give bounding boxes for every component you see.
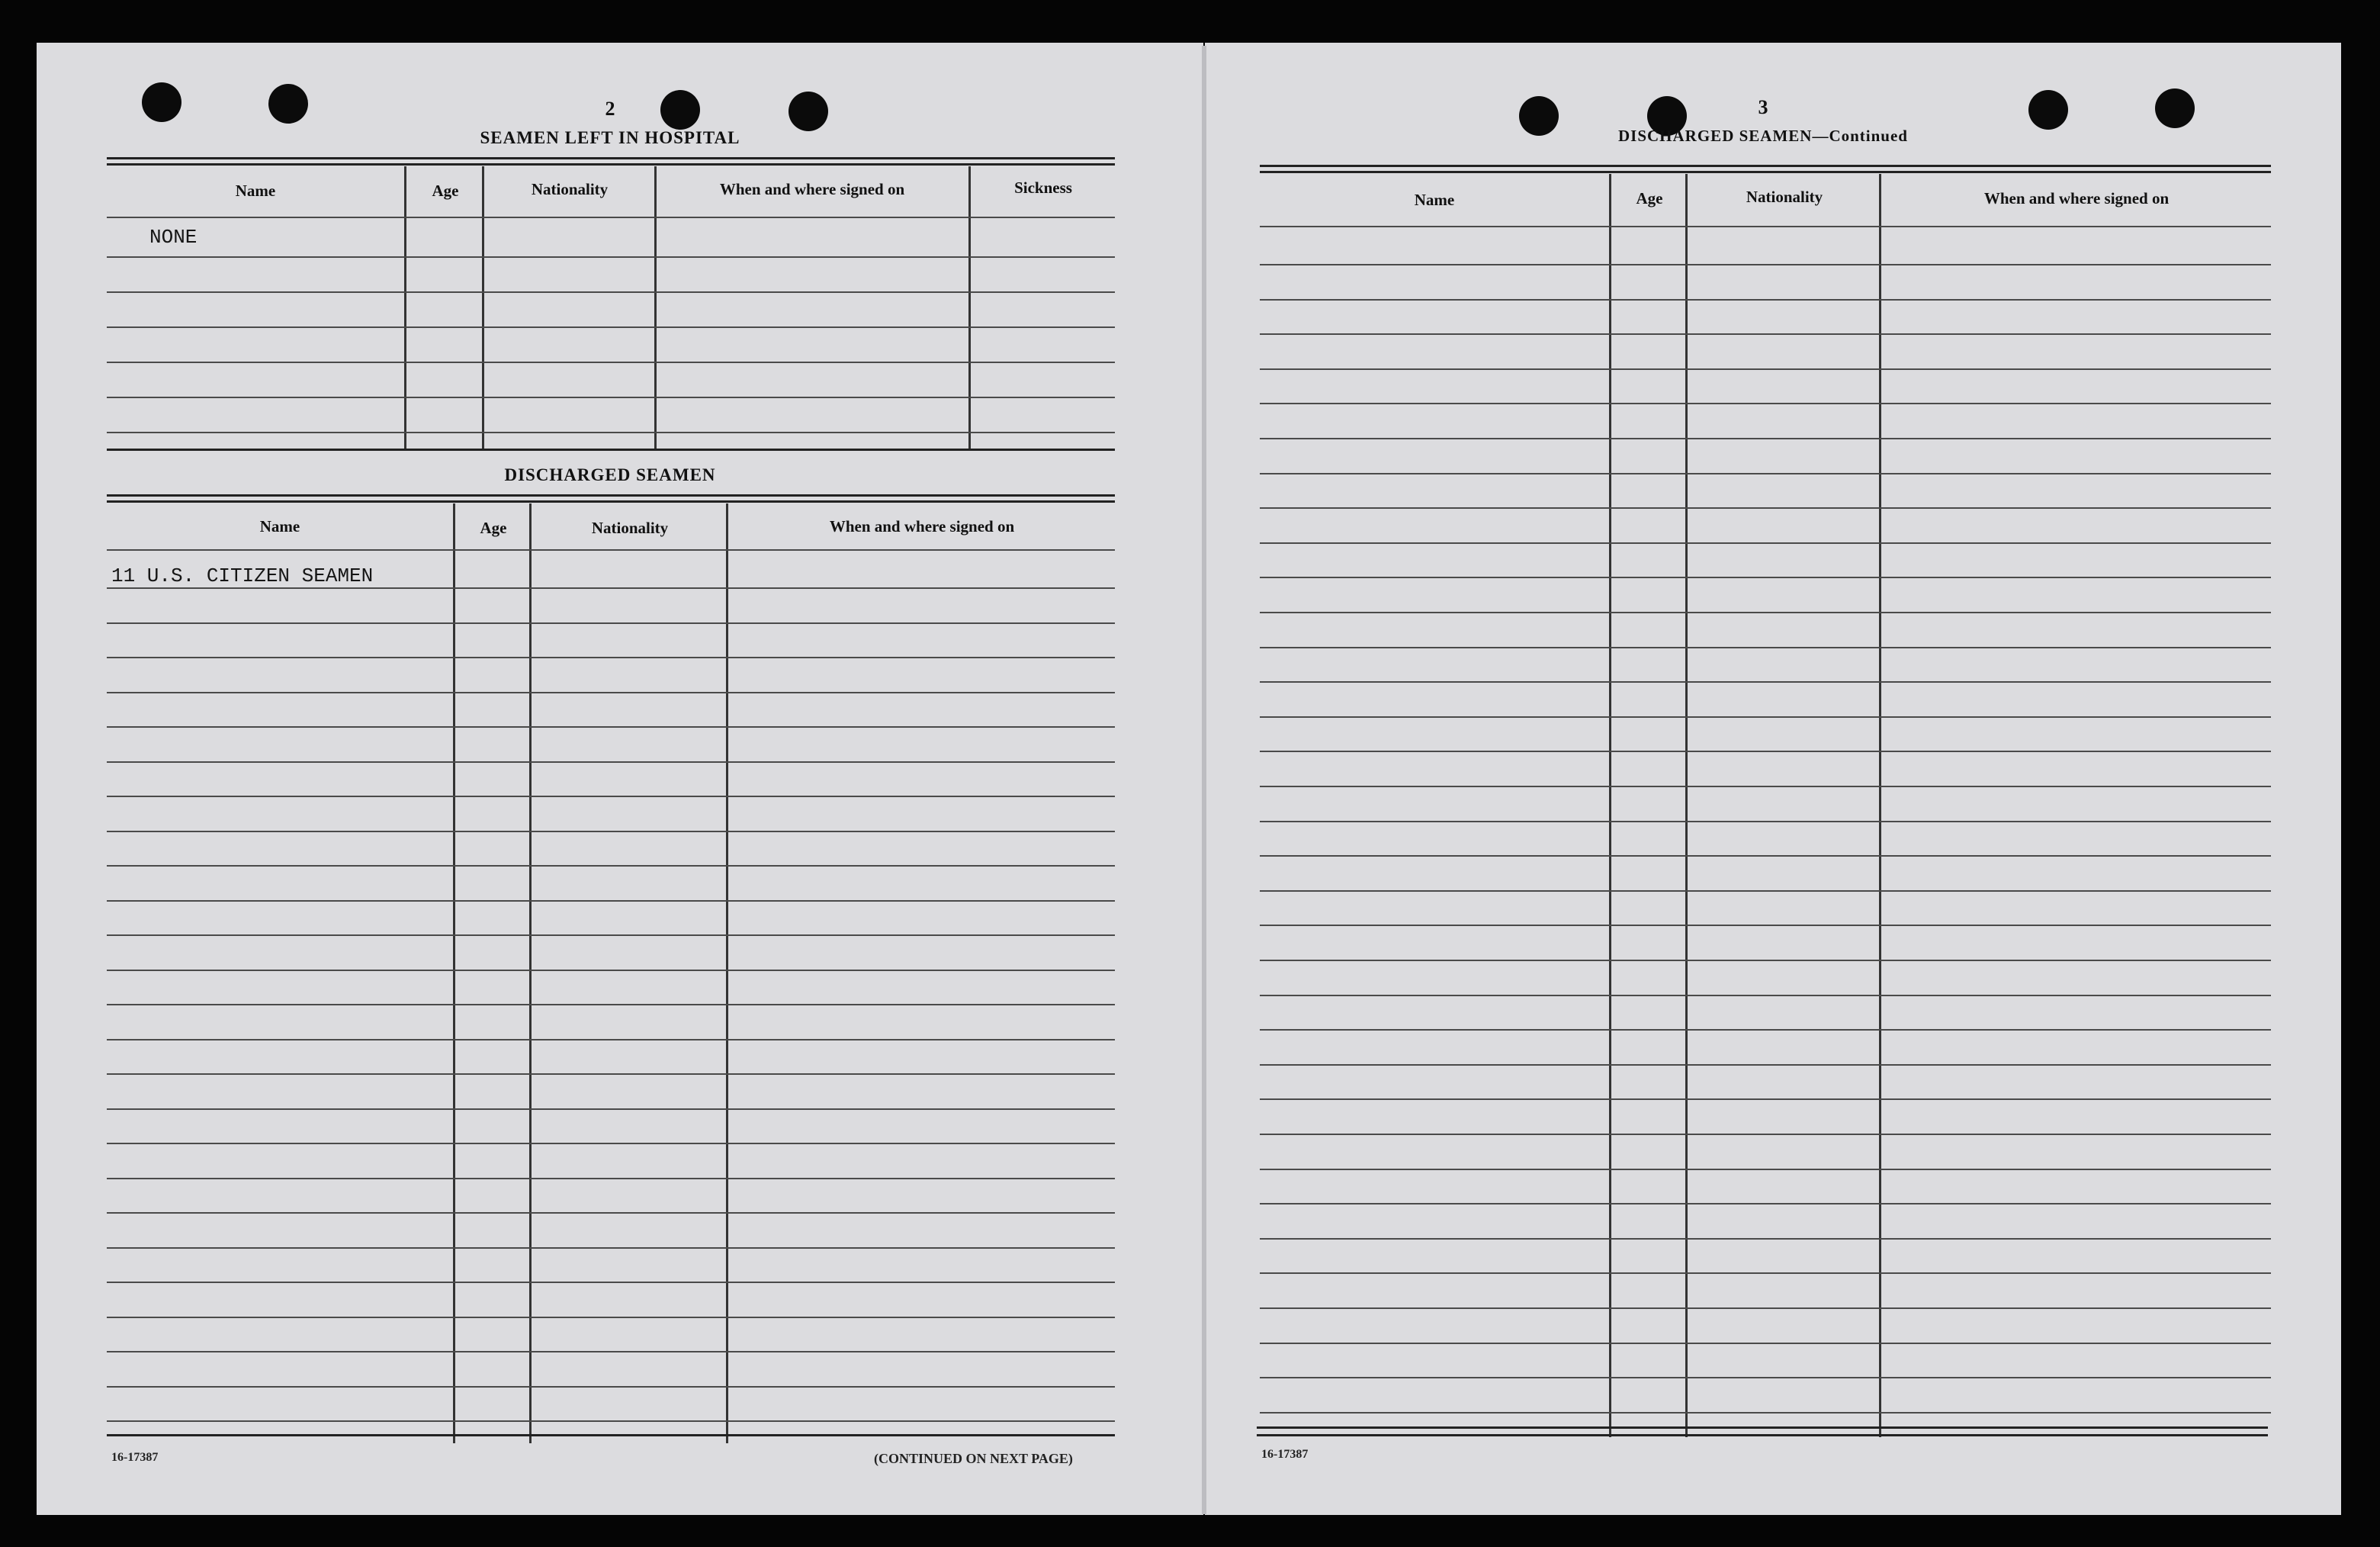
form-row-line	[107, 622, 1115, 624]
right-col-signed-on: When and where signed on	[1983, 189, 2170, 207]
form-row-line	[107, 1004, 1115, 1005]
right-divider	[1879, 174, 1881, 1437]
form-row-line	[1260, 960, 2271, 961]
discharged-top-rule	[107, 494, 1115, 497]
form-row-line	[1260, 577, 2271, 578]
page-spine	[1202, 46, 1206, 1514]
punch-hole	[2028, 90, 2068, 130]
discharged-col-name: Name	[259, 517, 300, 536]
hospital-row-line	[107, 256, 1115, 258]
hospital-row-line	[107, 362, 1115, 363]
form-row-line	[1260, 1029, 2271, 1031]
discharged-col-signed-on: When and where signed on	[829, 517, 1015, 536]
form-row-line	[107, 1039, 1115, 1040]
hospital-divider	[482, 166, 484, 450]
continued-note: (CONTINUED ON NEXT PAGE)	[874, 1451, 1073, 1466]
form-row-line	[1260, 542, 2271, 544]
hospital-divider	[654, 166, 657, 450]
right-header-line	[1260, 226, 2271, 227]
form-row-line	[107, 865, 1115, 867]
form-number-right: 16-17387	[1261, 1448, 1309, 1461]
hospital-header-line	[107, 217, 1115, 218]
form-row-line	[1260, 1169, 2271, 1170]
form-row-line	[107, 761, 1115, 763]
hospital-col-signed-on: When and where signed on	[719, 180, 905, 198]
form-row-line	[107, 1420, 1115, 1422]
right-divider	[1609, 174, 1611, 1437]
form-row-line	[1260, 1064, 2271, 1066]
form-row-line	[107, 1351, 1115, 1352]
punch-hole	[2155, 88, 2195, 128]
right-col-name: Name	[1414, 191, 1455, 209]
form-row-line	[107, 900, 1115, 902]
form-row-line	[107, 726, 1115, 728]
hospital-divider	[968, 166, 971, 450]
right-top-rule	[1260, 165, 2271, 167]
punch-hole	[142, 82, 181, 122]
form-row-line	[107, 1317, 1115, 1318]
right-col-nationality: Nationality	[1746, 188, 1823, 206]
form-row-line	[107, 1178, 1115, 1179]
discharged-col-age: Age	[480, 519, 507, 537]
discharged-bottom-rule	[107, 1434, 1115, 1436]
form-row-line	[1260, 1343, 2271, 1344]
form-row-line	[1260, 1203, 2271, 1204]
hospital-bottom-rule	[107, 449, 1115, 451]
hospital-col-age: Age	[432, 182, 459, 200]
right-top-rule	[1260, 171, 2271, 173]
form-row-line	[1260, 299, 2271, 301]
punch-hole	[1519, 96, 1559, 136]
hospital-entry: NONE	[149, 226, 198, 249]
hospital-col-nationality: Nationality	[531, 180, 609, 198]
form-number-left: 16-17387	[111, 1451, 159, 1464]
punch-hole	[660, 90, 700, 130]
form-row-line	[1260, 1307, 2271, 1309]
discharged-divider	[529, 503, 532, 1443]
discharged-entry: 11 U.S. CITIZEN SEAMEN	[111, 564, 374, 587]
discharged-top-rule	[107, 500, 1115, 503]
form-row-line	[107, 1108, 1115, 1110]
hospital-row-line	[107, 397, 1115, 398]
hospital-title: SEAMEN LEFT IN HOSPITAL	[480, 128, 740, 147]
form-row-line	[1260, 403, 2271, 404]
form-row-line	[107, 1212, 1115, 1214]
form-row-line	[107, 934, 1115, 936]
hospital-col-sickness: Sickness	[1014, 178, 1072, 197]
right-bottom-rule	[1257, 1434, 2268, 1436]
form-row-line	[107, 831, 1115, 832]
form-row-line	[1260, 681, 2271, 683]
form-row-line	[107, 692, 1115, 693]
form-row-line	[107, 1282, 1115, 1283]
form-row-line	[107, 1143, 1115, 1144]
discharged-title: DISCHARGED SEAMEN	[504, 465, 716, 484]
form-row-line	[107, 1073, 1115, 1075]
form-row-line	[1260, 995, 2271, 996]
form-row-line	[107, 1386, 1115, 1388]
discharged-divider	[726, 503, 728, 1443]
form-row-line	[1260, 1238, 2271, 1240]
form-row-line	[1260, 786, 2271, 787]
punch-hole	[789, 92, 828, 131]
form-row-line	[1260, 751, 2271, 752]
form-row-line	[107, 657, 1115, 658]
form-row-line	[1260, 1134, 2271, 1135]
form-row-line	[1260, 855, 2271, 857]
form-row-line	[1260, 438, 2271, 439]
form-row-line	[1260, 473, 2271, 474]
form-row-line	[107, 970, 1115, 971]
page-number-right: 3	[1758, 96, 1768, 118]
page-number-left: 2	[605, 98, 615, 120]
form-row-line	[1260, 612, 2271, 613]
form-row-line	[1260, 1377, 2271, 1378]
discharged-continued-title: DISCHARGED SEAMEN—Continued	[1618, 127, 1908, 145]
form-row-line	[1260, 716, 2271, 718]
hospital-row-line	[107, 291, 1115, 293]
form-row-line	[107, 796, 1115, 797]
form-row-line	[1260, 264, 2271, 265]
right-col-age: Age	[1636, 189, 1663, 207]
right-divider	[1685, 174, 1688, 1437]
hospital-row-line	[107, 326, 1115, 328]
hospital-row-line	[107, 432, 1115, 433]
form-row-line	[107, 587, 1115, 589]
form-row-line	[1260, 507, 2271, 509]
punch-hole	[268, 84, 308, 124]
hospital-col-name: Name	[235, 182, 276, 200]
form-row-line	[1260, 1412, 2271, 1414]
form-row-line	[1260, 333, 2271, 335]
form-row-line	[1260, 1098, 2271, 1100]
form-row-line	[1260, 1272, 2271, 1274]
hospital-top-rule	[107, 163, 1115, 166]
discharged-header-line	[107, 549, 1115, 551]
hospital-top-rule	[107, 157, 1115, 159]
form-row-line	[1260, 647, 2271, 648]
form-row-line	[1260, 925, 2271, 926]
form-row-line	[1260, 368, 2271, 370]
form-row-line	[1260, 821, 2271, 822]
right-bottom-rule	[1257, 1426, 2268, 1429]
form-row-line	[107, 1247, 1115, 1249]
form-row-line	[1260, 890, 2271, 892]
hospital-divider	[404, 166, 406, 450]
left-page	[37, 43, 1203, 1515]
discharged-col-nationality: Nationality	[591, 519, 669, 537]
discharged-divider	[453, 503, 455, 1443]
